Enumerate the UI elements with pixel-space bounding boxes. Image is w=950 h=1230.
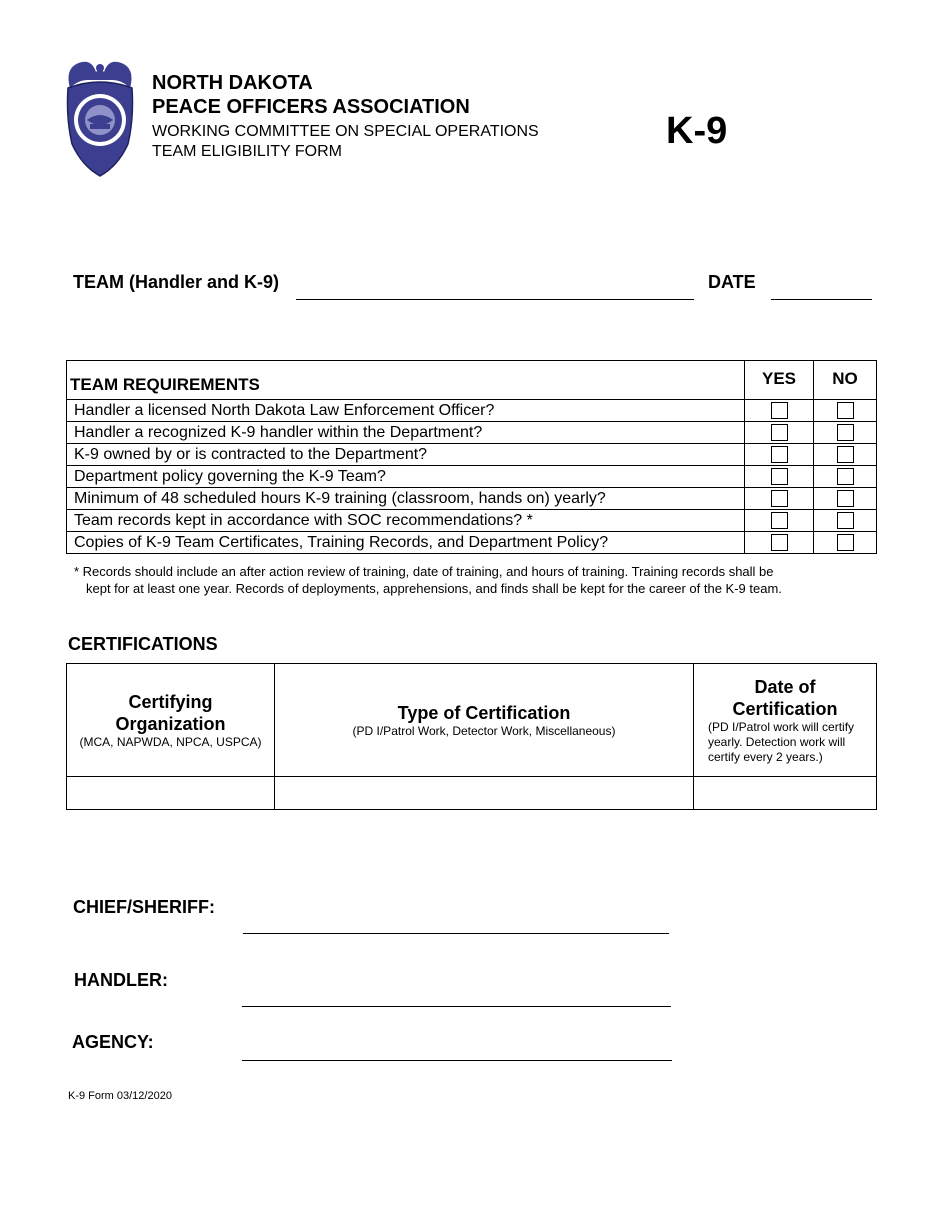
form-version-footer: K-9 Form 03/12/2020 <box>68 1090 172 1102</box>
certifications-header-row <box>67 664 877 777</box>
footnote-line1: * Records should include an after action review of training, date of training, and hours of training. Training records shall be <box>74 564 774 579</box>
yes-checkbox[interactable] <box>771 512 788 529</box>
team-label: TEAM (Handler and K-9) <box>73 272 280 292</box>
yes-checkbox[interactable] <box>771 468 788 485</box>
no-checkbox[interactable] <box>837 534 854 551</box>
org-name-line2: PEACE OFFICERS ASSOCIATION <box>152 96 470 118</box>
certifications-table <box>66 663 877 810</box>
no-checkbox[interactable] <box>837 490 854 507</box>
yes-checkbox[interactable] <box>771 490 788 507</box>
requirement-text: Team records kept in accordance with SOC recommendations? * <box>67 510 745 532</box>
certifying-organization-header <box>67 664 275 777</box>
requirements-heading: TEAM REQUIREMENTS <box>67 361 745 400</box>
col3-title-line2: Certification <box>732 698 838 719</box>
requirement-row <box>67 422 877 444</box>
col2-subtitle: (PD I/Patrol Work, Detector Work, Miscellaneous) <box>352 723 616 738</box>
requirement-row <box>67 400 877 422</box>
form-code-title: K-9 <box>666 110 728 152</box>
requirement-text: Handler a recognized K-9 handler within the Department? <box>67 422 745 444</box>
requirement-text: Copies of K-9 Team Certificates, Training Records, and Department Policy? <box>67 532 745 554</box>
no-checkbox[interactable] <box>837 512 854 529</box>
chief-sheriff-label: CHIEF/SHERIFF: <box>73 897 215 917</box>
certification-row <box>67 777 877 810</box>
requirement-row <box>67 510 877 532</box>
date-input-line[interactable] <box>771 299 872 300</box>
agency-label: AGENCY: <box>72 1032 154 1052</box>
yes-checkbox[interactable] <box>771 534 788 551</box>
footnote-line2: kept for at least one year. Records of deployments, apprehensions, and finds shall be kept for the career of the K-9 team. <box>86 581 782 596</box>
records-footnote <box>74 563 874 597</box>
certifications-heading: CERTIFICATIONS <box>68 634 218 654</box>
requirement-text: Handler a licensed North Dakota Law Enforcement Officer? <box>67 400 745 422</box>
no-checkbox[interactable] <box>837 424 854 441</box>
no-checkbox[interactable] <box>837 468 854 485</box>
handler-signature-line[interactable] <box>242 1006 671 1007</box>
team-input-line[interactable] <box>296 299 694 300</box>
requirement-text: Department policy governing the K-9 Team? <box>67 466 745 488</box>
requirement-row <box>67 488 877 510</box>
requirement-row <box>67 466 877 488</box>
committee-name: WORKING COMMITTEE ON SPECIAL OPERATIONS <box>152 123 539 140</box>
yes-column-header: YES <box>745 361 814 400</box>
agency-signature-line[interactable] <box>242 1060 672 1061</box>
col2-title: Type of Certification <box>397 702 571 723</box>
requirements-header-row <box>67 361 877 400</box>
certification-date-header <box>694 664 877 777</box>
requirement-row <box>67 532 877 554</box>
no-checkbox[interactable] <box>837 402 854 419</box>
col3-subtitle: (PD I/Patrol work will certify yearly. Detection work will certify every 2 years.) <box>708 719 855 764</box>
handler-label: HANDLER: <box>74 970 168 990</box>
form-title: TEAM ELIGIBILITY FORM <box>152 143 342 160</box>
col3-title-line1: Date of <box>754 676 816 697</box>
certification-date-input[interactable] <box>694 777 876 809</box>
col1-subtitle: (MCA, NAPWDA, NPCA, USPCA) <box>79 734 262 749</box>
requirement-text: K-9 owned by or is contracted to the Department? <box>67 444 745 466</box>
no-column-header: NO <box>814 361 877 400</box>
chief-sheriff-signature-line[interactable] <box>243 933 669 934</box>
no-checkbox[interactable] <box>837 446 854 463</box>
certifying-organization-input[interactable] <box>67 777 274 809</box>
certification-type-input[interactable] <box>275 777 693 809</box>
team-requirements-table <box>66 360 877 554</box>
police-badge-seal-icon <box>62 58 138 178</box>
org-name-line1: NORTH DAKOTA <box>152 72 313 94</box>
date-label: DATE <box>708 272 756 292</box>
col1-title-line2: Organization <box>115 713 226 734</box>
yes-checkbox[interactable] <box>771 446 788 463</box>
requirement-row <box>67 444 877 466</box>
yes-checkbox[interactable] <box>771 424 788 441</box>
col1-title-line1: Certifying <box>128 691 213 712</box>
certification-type-header <box>275 664 694 777</box>
requirement-text: Minimum of 48 scheduled hours K-9 training (classroom, hands on) yearly? <box>67 488 745 510</box>
yes-checkbox[interactable] <box>771 402 788 419</box>
